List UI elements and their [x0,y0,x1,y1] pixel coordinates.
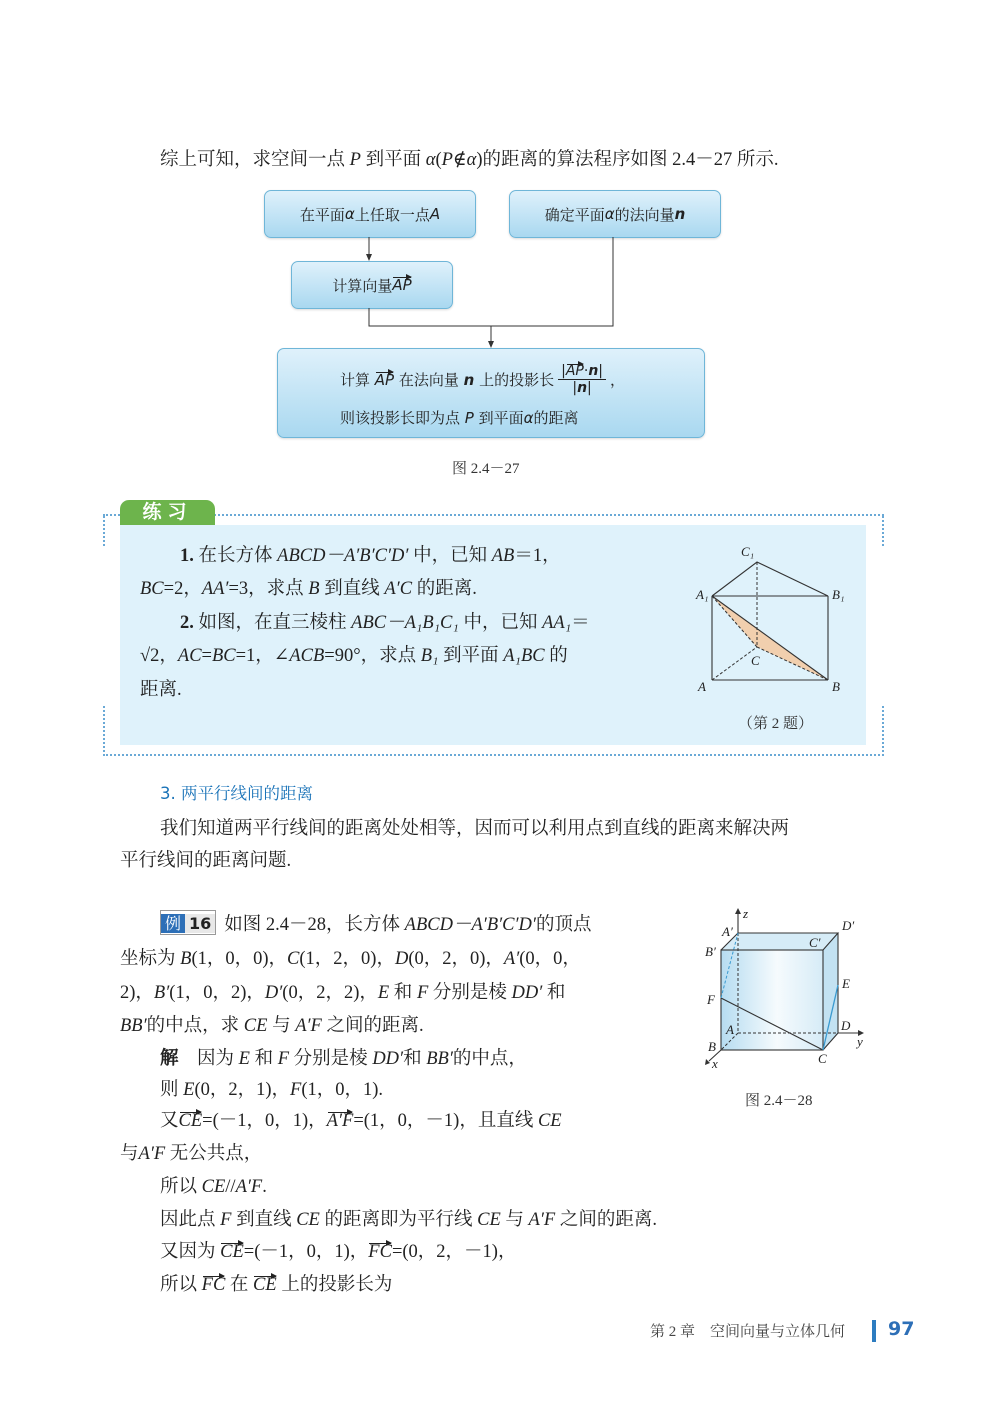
text-run: 坐标为 [120,949,181,969]
vector-symbol: AP [565,363,584,379]
math-symbol: D′ [264,983,283,1003]
solution-line [160,1106,562,1132]
math-symbol: B [308,579,320,599]
text-run: = [201,646,212,666]
text-run: 的中点，求 [146,1016,244,1036]
text-run: 的顶点 [535,915,592,935]
text-run: 上任取一点 [354,205,430,224]
label-d-prime: D′ [842,918,855,933]
label-z: z [743,906,749,921]
text-run: 上的投影长 [474,371,555,389]
text-run: 计算 [340,371,375,389]
math-symbol: DD′ [511,983,543,1003]
text-run: =(－1，0，1)， [202,1111,327,1131]
math-symbol: B′ [153,983,170,1003]
text-run: 和 [389,983,417,1003]
label-d: D [841,1018,851,1033]
text-run: 在法向量 [394,371,464,389]
vector-symbol: FC [201,1275,226,1295]
label-c: C [818,1051,827,1066]
text-run: 上的投影长为 [276,1275,393,1295]
text-run: 之间的距离. [321,1016,424,1036]
text-run: 到直线 [231,1210,297,1230]
label-c-prime: C′ [809,935,821,950]
prism-figure [680,535,860,705]
text-run: (0，0， [519,949,581,969]
label-b1: B₁ [832,587,845,602]
text-run: 则该投影长即为点 [340,409,465,427]
item-number: 2. [180,613,194,633]
label-c1: C₁ [741,544,755,559]
text-run: =(0，2，－1)， [391,1242,517,1262]
text-run: 如图 2.4－28，长方体 [224,915,405,935]
text-run: 分别是棱 [289,1049,373,1069]
math-symbol: E [238,1049,250,1069]
page-divider [872,1320,876,1342]
text-run: 和 [403,1049,427,1069]
exercise-line [180,608,590,634]
solution-line [160,1075,383,1101]
text-run: 因为 [178,1049,239,1069]
text-run: 与 [120,1144,139,1164]
solution-line [160,1044,527,1070]
text-run: | [572,380,578,396]
figure-caption: 图 2.4－27 [452,461,520,477]
exercise-line [140,641,568,667]
math-symbol: BC [211,646,236,666]
projection-comma: ， [610,371,626,389]
math-symbol: α [466,150,477,170]
text-run: 无公共点， [165,1144,263,1164]
text-run: (1，0，1). [301,1080,384,1100]
page-number: 97 [888,1318,915,1340]
bold-vector-symbol: n [577,380,588,396]
text-run: 到平面 [360,150,426,170]
math-symbol: B [180,949,192,969]
text-run: 在长方体 [193,546,278,566]
math-symbol: ACB [289,646,325,666]
text-run: ( [435,150,442,170]
text-run: 2)， [120,983,154,1003]
label-b: B [708,1039,716,1054]
vector-symbol: CE [253,1275,277,1295]
math-symbol: A′F [138,1144,166,1164]
text-run: 分别是棱 [428,983,512,1003]
z-arrow-icon [735,908,741,914]
example-text [224,915,591,935]
math-symbol: AA′ [201,579,229,599]
solution-line [160,1237,516,1263]
text-run: ＝ [571,613,590,633]
text-run: 中，已知 [408,546,492,566]
math-symbol: α [523,409,534,427]
chapter-title: 第 2 章 空间向量与立体几何 [650,1324,846,1340]
vector-symbol: FC [368,1242,392,1262]
arrow-head-icon [366,254,372,261]
math-symbol: A [429,205,441,223]
solution-line [160,1205,657,1231]
math-symbol: A′ [503,949,520,969]
text-run: 如图，在直三棱柱 [193,613,352,633]
text-run: // [225,1177,236,1197]
math-symbol: E [377,983,390,1003]
text-run: (1，2，0)， [299,949,395,969]
section-paragraph-line: 我们知道两平行线间的距离处处相等，因而可以利用点到直线的距离来解决两 [160,819,790,839]
text-run: 与 [500,1210,529,1230]
text-run: 的距离. [412,579,477,599]
math-symbol: A₁BC [503,646,545,666]
math-symbol: CE [477,1210,501,1230]
vector-symbol: A′F [326,1111,354,1131]
vector-symbol: CE [220,1242,244,1262]
exercise-figure-caption: （第 2 题） [738,716,814,732]
example-line [120,978,565,1004]
math-symbol: P [464,409,474,427]
label-b: B [832,679,840,694]
text-run: . [262,1177,267,1197]
exercise-line [180,541,561,567]
text-run: · [583,363,589,379]
math-symbol: F [220,1210,232,1230]
math-symbol: α [425,150,436,170]
exercise-line [140,675,182,701]
example-line [120,1011,424,1037]
text-run: (0，2，1)， [194,1080,291,1100]
text-run: 到平面 [473,409,524,427]
text-run: 之间的距离. [555,1210,657,1230]
math-symbol: D [394,949,409,969]
math-symbol: AB [491,546,515,566]
math-symbol: F [290,1080,302,1100]
text-run: 在 [225,1275,254,1295]
math-symbol: AC [177,646,202,666]
math-symbol: α [604,205,615,223]
text-run: =(1，0，－1)，且直线 [353,1111,538,1131]
math-symbol: AA₁ [542,613,572,633]
math-symbol: B₁ [420,646,439,666]
text-run: 因此点 [160,1210,221,1230]
example-line [160,910,591,936]
text-run: 和 [542,983,566,1003]
math-symbol: ABCD－A′B′C′D′ [277,546,409,566]
math-symbol: CE [296,1210,320,1230]
text-run: (1，0，2)， [169,983,265,1003]
cuboid-figure [690,900,880,1080]
text-run: 则 [160,1080,184,1100]
text-run: 计算向量 [332,276,393,295]
example-line [120,944,581,970]
arrow-head-icon [488,341,494,348]
label-a1: A₁ [696,587,709,602]
figure-caption: 图 2.4－28 [745,1093,813,1109]
math-symbol: A′F [295,1016,322,1036]
exercise-tab: 练习 [120,500,215,525]
text-run: 中，已知 [458,613,543,633]
merge-line [369,237,613,326]
vector-symbol: AP [392,276,412,294]
text-run: 到直线 [319,579,385,599]
text-run: | [598,363,603,379]
math-symbol: α [344,205,355,223]
flow-connectors [0,0,1000,440]
text-run: =(－1，0，1)， [243,1242,369,1262]
text-run: 和 [249,1049,278,1069]
label-e: E [842,976,850,991]
exercise-line [140,574,477,600]
vector-symbol: CE [178,1111,203,1131]
text-run: 确定平面 [544,205,605,224]
vector-symbol: AP [374,371,395,389]
math-symbol: BB′ [120,1016,147,1036]
section-heading: 3. 两平行线间的距离 [160,784,313,803]
text-run: | [587,380,592,396]
bold-vector-symbol: n [674,205,686,223]
text-run: (0，2，2)， [282,983,378,1003]
text-run: ＝1， [514,546,561,566]
math-symbol: E [183,1080,195,1100]
solution-line [120,1139,262,1165]
label-x: x [712,1056,718,1071]
math-symbol: A′C [384,579,413,599]
math-symbol: P [441,150,453,170]
math-symbol: A′F [235,1177,263,1197]
text-run: 所以 [160,1275,202,1295]
section-paragraph-line: 平行线间的距离问题. [120,851,292,871]
math-symbol: CE [201,1177,226,1197]
text-run: (0，2，0)， [408,949,504,969]
text-run: 的距离即为平行线 [319,1210,478,1230]
label-y: y [857,1034,863,1049]
label-a: A [698,679,706,694]
text-run: =3，求点 [228,579,309,599]
text-run: 综上可知，求空间一点 [160,150,350,170]
label-f: F [707,992,715,1007]
solution-line [160,1270,392,1296]
math-symbol: CE [243,1016,268,1036]
solution-line [160,1172,267,1198]
math-symbol: DD′ [372,1049,404,1069]
text-run: )的距离的算法程序如图 2.4－27 所示. [476,150,779,170]
math-symbol: F [416,983,429,1003]
text-run: 在平面 [299,205,345,224]
text-run: =2， [163,579,202,599]
label-c: C [751,653,760,668]
math-symbol: ABC－A₁B₁C₁ [351,613,459,633]
math-symbol: CE [537,1111,562,1131]
math-symbol: A′F [528,1210,556,1230]
text-run: 与 [267,1016,296,1036]
text-run: 到平面 [438,646,504,666]
label-a: A [726,1022,734,1037]
text-run: 又 [160,1111,179,1131]
text-run: 的中点， [452,1049,527,1069]
x-arrow-icon [705,1059,710,1065]
text-run: | [561,363,566,379]
text-run: 所以 [160,1177,202,1197]
text-run: (1，0，0)， [191,949,288,969]
text-run: ∉ [452,150,467,170]
text-run: =1，∠ [235,646,290,666]
math-symbol: ABCD－A′B′C′D′ [404,915,536,935]
text-run: 距离. [140,680,182,700]
math-symbol: BB′ [426,1049,453,1069]
math-symbol: F [277,1049,290,1069]
text-run: 的 [544,646,568,666]
text-run: =90°，求点 [324,646,421,666]
label-a-prime: A′ [722,924,733,939]
math-symbol: P [349,150,361,170]
label-b-prime: B′ [705,944,716,959]
bold-vector-symbol: n [588,363,599,379]
text-run: 的法向量 [614,205,675,224]
text-run: √2， [140,646,178,666]
math-symbol: C [287,949,300,969]
text-run: 的距离 [533,409,579,427]
math-symbol: BC [140,579,164,599]
item-number: 解 [160,1049,179,1069]
bold-vector-symbol: n [463,371,475,389]
example-tag: 例 16 [160,910,216,935]
text-run: 又因为 [160,1242,221,1262]
item-number: 1. [180,546,194,566]
